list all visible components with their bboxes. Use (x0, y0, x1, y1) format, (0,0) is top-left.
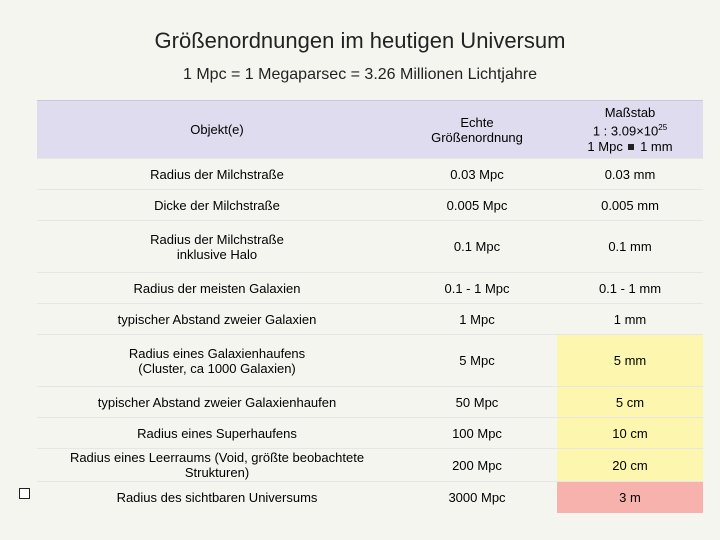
scale-cell: 10 cm (557, 418, 703, 449)
scale-cell: 3 m (557, 482, 703, 513)
scale-cell: 1 mm (557, 304, 703, 335)
scale-cell: 5 cm (557, 387, 703, 418)
magnitude-cell: 3000 Mpc (397, 482, 557, 513)
magnitude-cell: 50 Mpc (397, 387, 557, 418)
object-line1: Radius der Milchstraße (150, 231, 284, 247)
table-row (37, 304, 703, 335)
object-line2: inklusive Halo (176, 246, 258, 262)
scale-cell: 0.03 mm (557, 159, 703, 190)
object-cell (37, 335, 397, 387)
table-row (37, 418, 703, 449)
header-scale-ratio: 1 : 3.09×10 (592, 123, 659, 139)
table-row (37, 221, 703, 273)
scale-cell: 0.1 - 1 mm (557, 273, 703, 304)
object-cell: typischer Abstand zweier Galaxien (37, 304, 397, 335)
header-object-label: Objekt(e) (190, 122, 244, 137)
scale-cell: 20 cm (557, 449, 703, 482)
table-row (37, 449, 703, 482)
object-cell: typischer Abstand zweier Galaxienhaufen (37, 387, 397, 418)
object-line1: Radius eines Leerraums (Void, größte beobachtete (69, 450, 365, 465)
table-header-row (37, 101, 703, 159)
checkbox-icon[interactable] (19, 488, 30, 499)
magnitude-cell: 200 Mpc (397, 449, 557, 482)
equivalence-icon (628, 144, 634, 150)
header-scale-exponent: 25 (658, 123, 668, 133)
scale-cell: 0.1 mm (557, 221, 703, 273)
slide-title: Größenordnungen im heutigen Universum (154, 28, 566, 53)
header-scale-line3-right: 1 mm (640, 138, 673, 154)
object-cell (37, 221, 397, 273)
object-cell (37, 449, 397, 482)
scale-cell: 5 mm (557, 335, 703, 387)
magnitude-cell: 0.005 Mpc (397, 190, 557, 221)
table-row (37, 273, 703, 304)
table-row (37, 190, 703, 221)
object-line1: Radius eines Galaxienhaufens (128, 345, 306, 361)
object-cell: Radius eines Superhaufens (37, 418, 397, 449)
header-magnitude-line1: Echte (460, 114, 494, 130)
magnitude-cell: 100 Mpc (397, 418, 557, 449)
header-magnitude-line2: Größenordnung (431, 129, 523, 145)
slide-subtitle: 1 Mpc = 1 Megaparsec = 3.26 Millionen Lichtjahre (183, 66, 537, 83)
object-line2: (Cluster, ca 1000 Galaxien) (138, 360, 296, 376)
magnitude-cell: 5 Mpc (397, 335, 557, 387)
table-row (37, 482, 703, 513)
magnitude-cell: 0.03 Mpc (397, 159, 557, 190)
header-scale (557, 101, 703, 159)
object-line2: Strukturen) (184, 465, 250, 480)
table-row (37, 159, 703, 190)
object-cell: Radius der meisten Galaxien (37, 273, 397, 304)
table-row (37, 335, 703, 387)
magnitude-cell: 0.1 Mpc (397, 221, 557, 273)
scale-table (37, 100, 703, 513)
header-scale-line3-left: 1 Mpc (587, 138, 623, 154)
header-object (37, 101, 397, 159)
object-cell: Dicke der Milchstraße (37, 190, 397, 221)
object-cell: Radius der Milchstraße (37, 159, 397, 190)
magnitude-cell: 1 Mpc (397, 304, 557, 335)
scale-cell: 0.005 mm (557, 190, 703, 221)
header-scale-line1: Maßstab (604, 105, 656, 121)
header-magnitude (397, 101, 557, 159)
table-row (37, 387, 703, 418)
object-cell: Radius des sichtbaren Universums (37, 482, 397, 513)
magnitude-cell: 0.1 - 1 Mpc (397, 273, 557, 304)
